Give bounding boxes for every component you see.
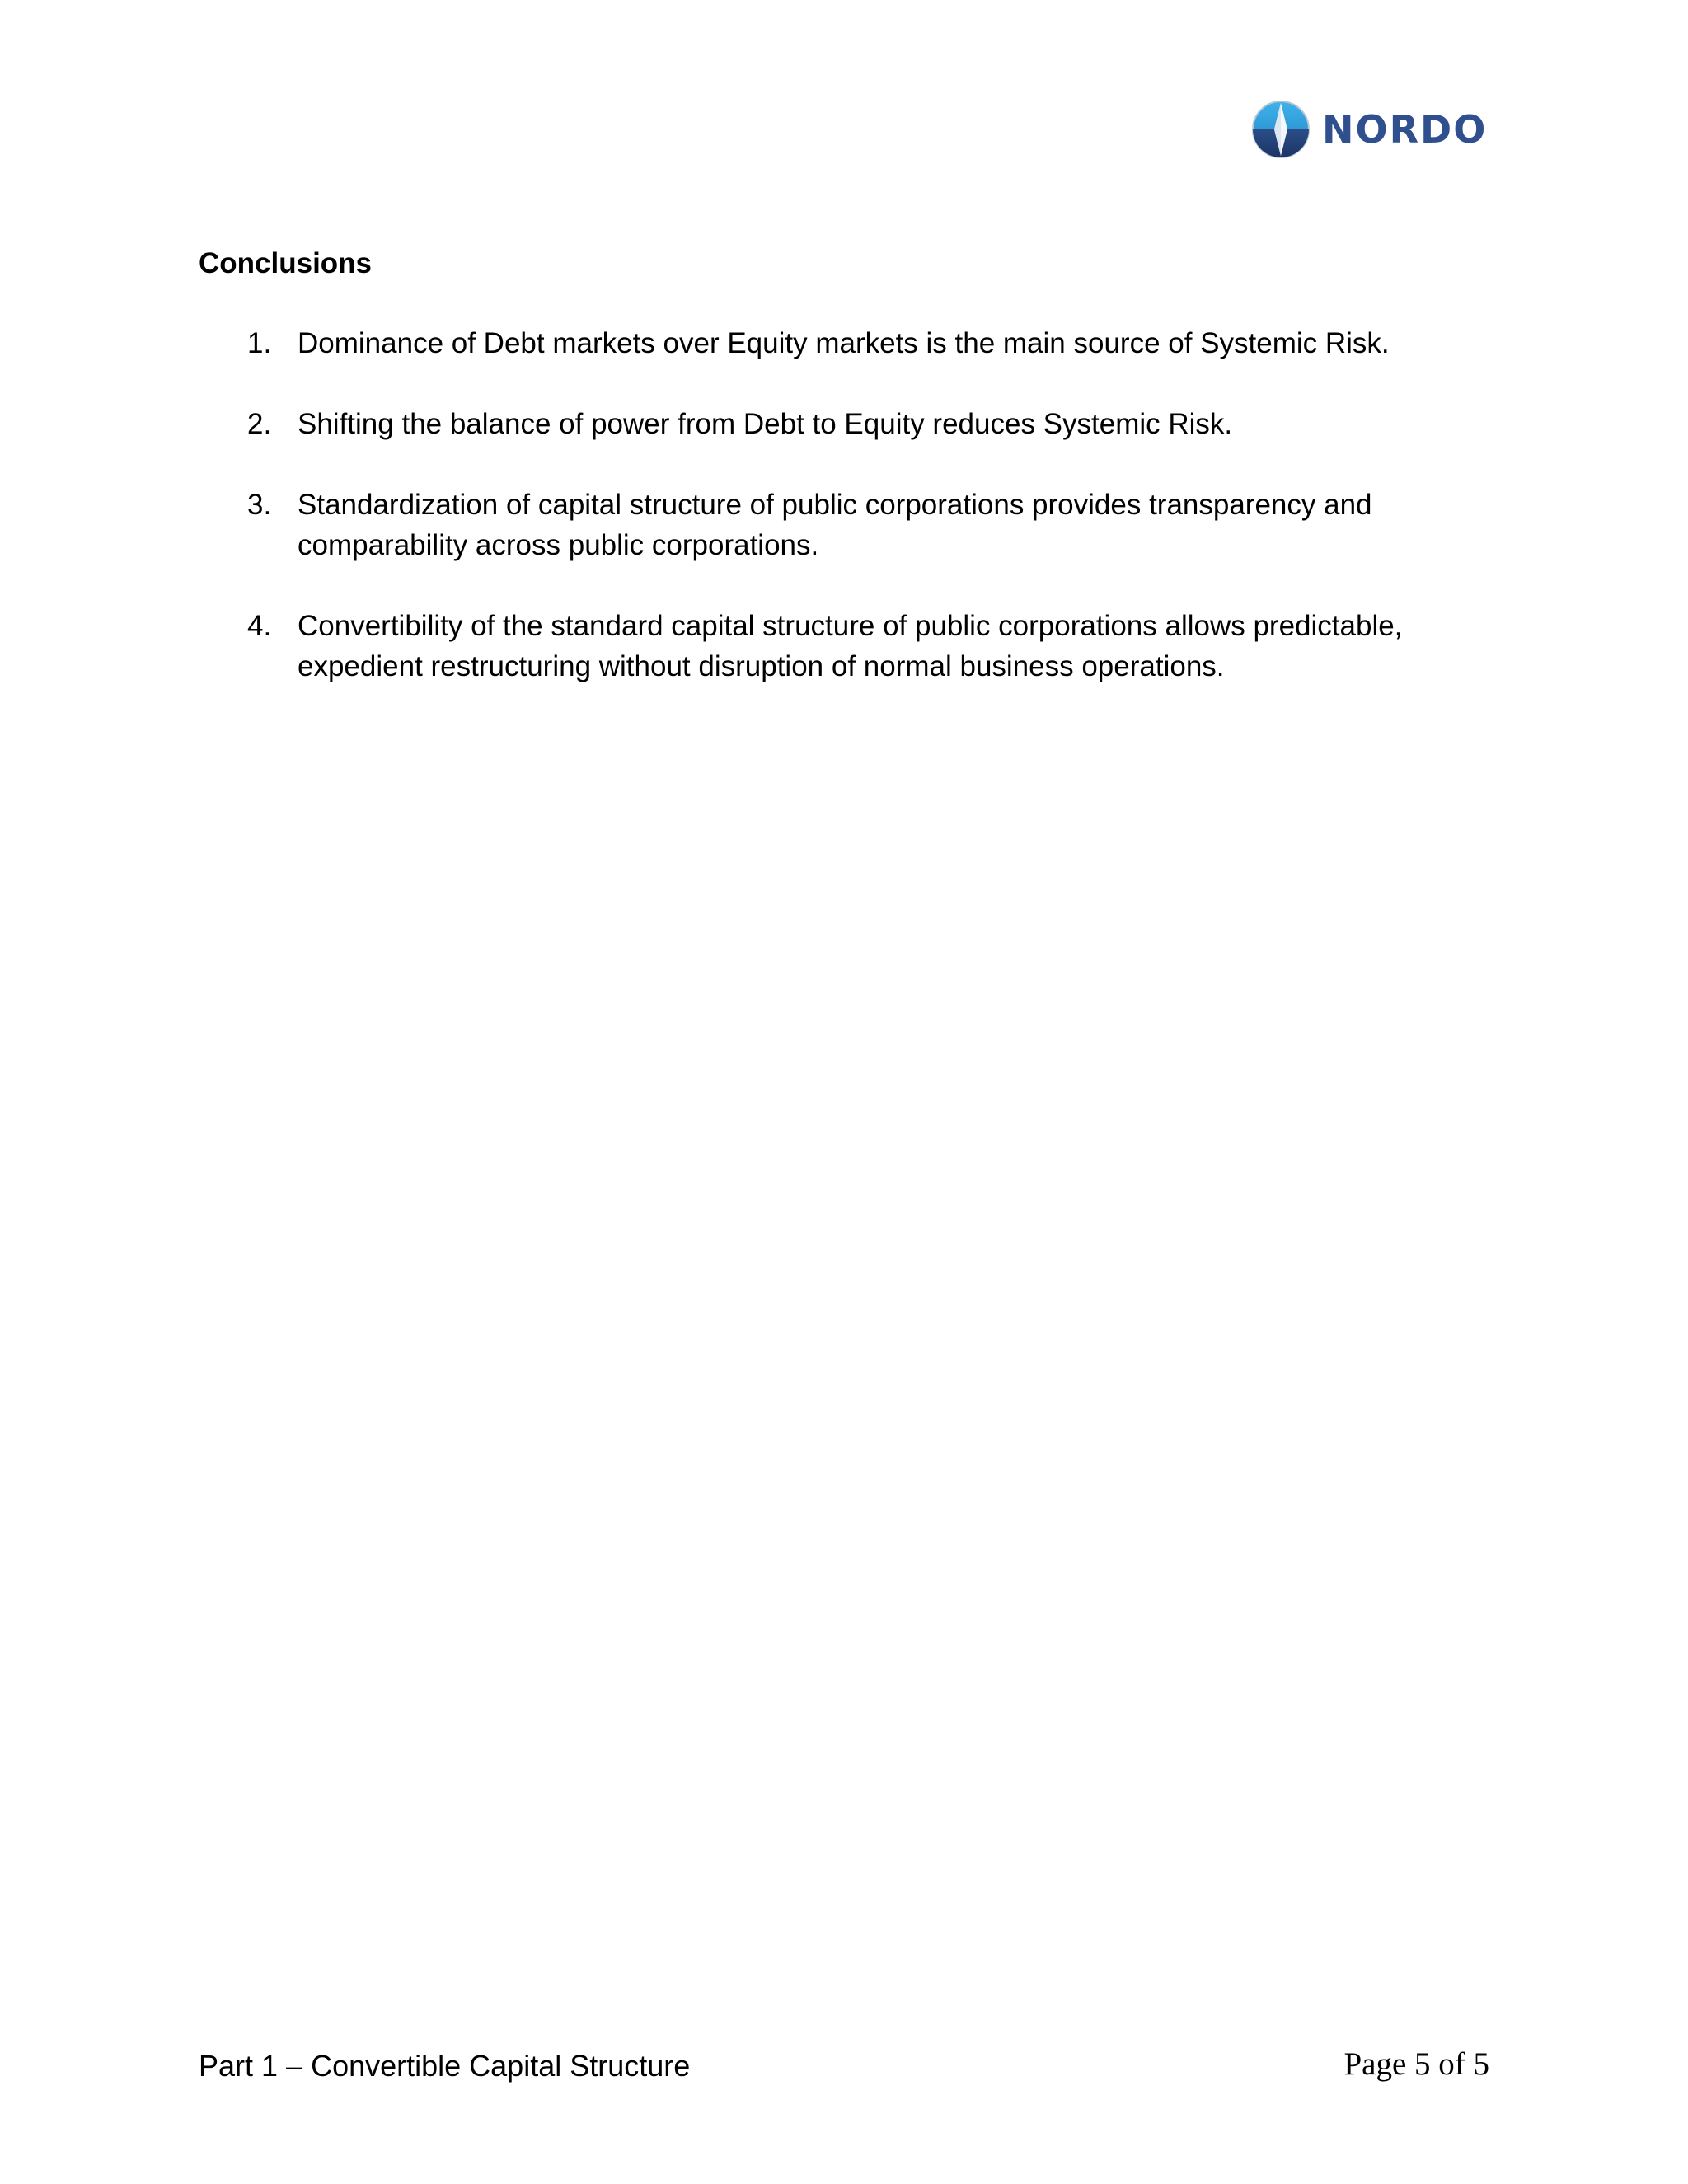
footer-page-number: Page 5 of 5 xyxy=(1343,2046,1489,2082)
conclusions-list xyxy=(199,323,1501,727)
list-item xyxy=(199,323,1501,363)
logo-wordmark: NORDO xyxy=(1322,107,1488,152)
list-item xyxy=(199,404,1501,444)
section-heading: Conclusions xyxy=(199,247,373,279)
list-item-number: 3. xyxy=(247,489,272,521)
list-item-text: Standardization of capital structure of public corporations provides transparency and comparability across public corporations. xyxy=(298,489,1372,561)
company-logo xyxy=(1251,97,1487,162)
list-item xyxy=(199,606,1501,687)
list-item-text: Dominance of Debt markets over Equity markets is the main source of Systemic Risk. xyxy=(298,327,1390,359)
list-item-text: Convertibility of the standard capital structure of public corporations allows predictable, expedient restructuring without disruption of normal business operations. xyxy=(298,610,1403,682)
list-item xyxy=(199,485,1501,565)
list-item-number: 4. xyxy=(247,610,272,642)
list-item-text: Shifting the balance of power from Debt to Equity reduces Systemic Risk. xyxy=(298,408,1233,440)
compass-star-icon xyxy=(1251,100,1311,159)
list-item-number: 2. xyxy=(247,408,272,440)
list-item-number: 1. xyxy=(247,327,272,359)
footer-document-title: Part 1 – Convertible Capital Structure xyxy=(199,2049,691,2083)
